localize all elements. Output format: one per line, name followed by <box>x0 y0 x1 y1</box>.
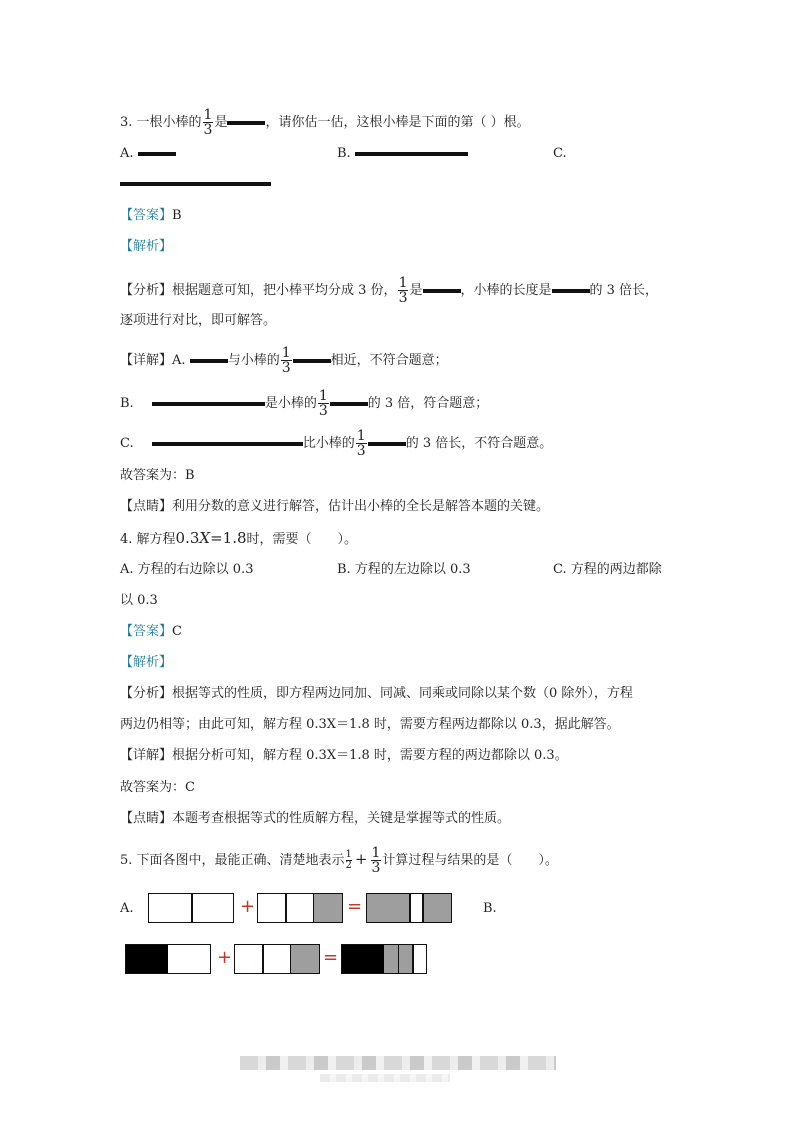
fraction-one-half: $\frac{1}{2}$ <box>345 849 352 871</box>
q4-dianjing: 【点睛】本题考查根据等式的性质解方程，关键是掌握等式的性质。 <box>120 811 511 826</box>
equation: 0.3X=1.8 <box>175 529 247 547</box>
q3-answer: 【答案】B <box>120 208 182 223</box>
fraction-one-third-q5: $\frac{1}{3}$ <box>371 845 381 876</box>
q5-option-b-label: B. <box>483 901 497 916</box>
footer-watermark <box>240 1056 556 1070</box>
q3-option-a: A. <box>120 146 176 162</box>
q3-detail-b: B. 是小棒的 $\frac{1}{3}$ 的 3 倍，符合题意； <box>120 388 489 419</box>
q3-detail-a: 【详解】A. 与小棒的 $\frac{1}{3}$ 相近，不符合题意； <box>120 345 448 376</box>
detail-a-bar <box>190 359 228 363</box>
diagram-b-result-box <box>341 944 427 974</box>
q4-option-a: A. 方程的右边除以 0.3 <box>120 562 254 577</box>
q4-analysis-line1: 【分析】根据等式的性质，即方程两边同加、同减、同乘或同除以某个数（0 除外），方程 <box>120 686 633 701</box>
q3-analysis-line1: 【分析】根据题意可知，把小棒平均分成 3 份， $\frac{1}{3}$ 是 ，小棒的长度是 的 3 倍长， <box>120 275 659 306</box>
detail-c-third-bar <box>368 442 406 446</box>
diagram-a-half-box <box>148 893 234 923</box>
detail-b-bar <box>152 402 265 406</box>
footer-watermark-2 <box>320 1074 450 1082</box>
detail-a-third-bar <box>293 359 331 363</box>
diagram-a-plus: + <box>240 896 256 917</box>
diagram-a-result-box <box>366 893 452 923</box>
diagram-b-equals: = <box>323 947 339 968</box>
diagram-b-third-box <box>234 944 320 974</box>
q3-conclusion: 故答案为：B <box>120 468 195 483</box>
q4-option-b: B. 方程的左边除以 0.3 <box>337 562 471 577</box>
q4-stem: 4. 解方程0.3X=1.8时，需要（ ）。 <box>120 529 358 547</box>
detail-b-third-bar <box>330 402 368 406</box>
q4-option-c: C. 方程的两边都除 <box>553 562 662 577</box>
q3-stem: 3. 一根小棒的 $\frac{1}{3}$ 是 ，请你估一估，这根小棒是下面的第（ ）根。 <box>120 107 530 138</box>
detail-c-bar <box>152 442 303 446</box>
option-b-bar <box>355 152 468 156</box>
fraction-one-third: $\frac{1}{3}$ <box>203 107 213 138</box>
q4-detail: 【详解】根据分析可知，解方程 0.3X＝1.8 时，需要方程的两边都除以 0.3。 <box>120 748 568 763</box>
q4-analysis-heading: 【解析】 <box>120 655 173 670</box>
q3-option-c: C. <box>553 146 567 161</box>
option-a-bar <box>138 152 176 156</box>
diagram-b-half-box <box>125 944 211 974</box>
analysis-third-bar-2 <box>552 289 590 293</box>
q3-option-b: B. <box>337 146 468 162</box>
q4-analysis-line2: 两边仍相等；由此可知，解方程 0.3X＝1.8 时，需要方程两边都除以 0.3，据此解答。 <box>120 717 620 732</box>
q3-analysis-line2: 逐项进行对比，即可解答。 <box>120 313 277 328</box>
q4-answer: 【答案】C <box>120 624 182 639</box>
q4-conclusion: 故答案为：C <box>120 780 195 795</box>
analysis-third-bar <box>423 289 461 293</box>
q3-dianjing: 【点睛】利用分数的意义进行解答，估计出小棒的全长是解答本题的关键。 <box>120 499 550 514</box>
stick-third-bar <box>227 121 265 125</box>
q3-analysis-heading: 【解析】 <box>120 239 173 254</box>
diagram-a-third-box <box>257 893 343 923</box>
q3-detail-c: C. 比小棒的 $\frac{1}{3}$ 的 3 倍长，不符合题意。 <box>120 428 553 459</box>
q4-option-c-cont: 以 0.3 <box>120 593 158 608</box>
option-c-bar <box>120 182 271 186</box>
q5-stem: 5. 下面各图中，最能正确、清楚地表示 $\frac{1}{2}$ + $\frac{1}{3}$ 计算过程与结果的是（ ）。 <box>120 845 558 876</box>
diagram-a-equals: = <box>347 896 363 917</box>
q5-option-a-label: A. <box>120 901 134 916</box>
diagram-b-plus: + <box>217 947 233 968</box>
